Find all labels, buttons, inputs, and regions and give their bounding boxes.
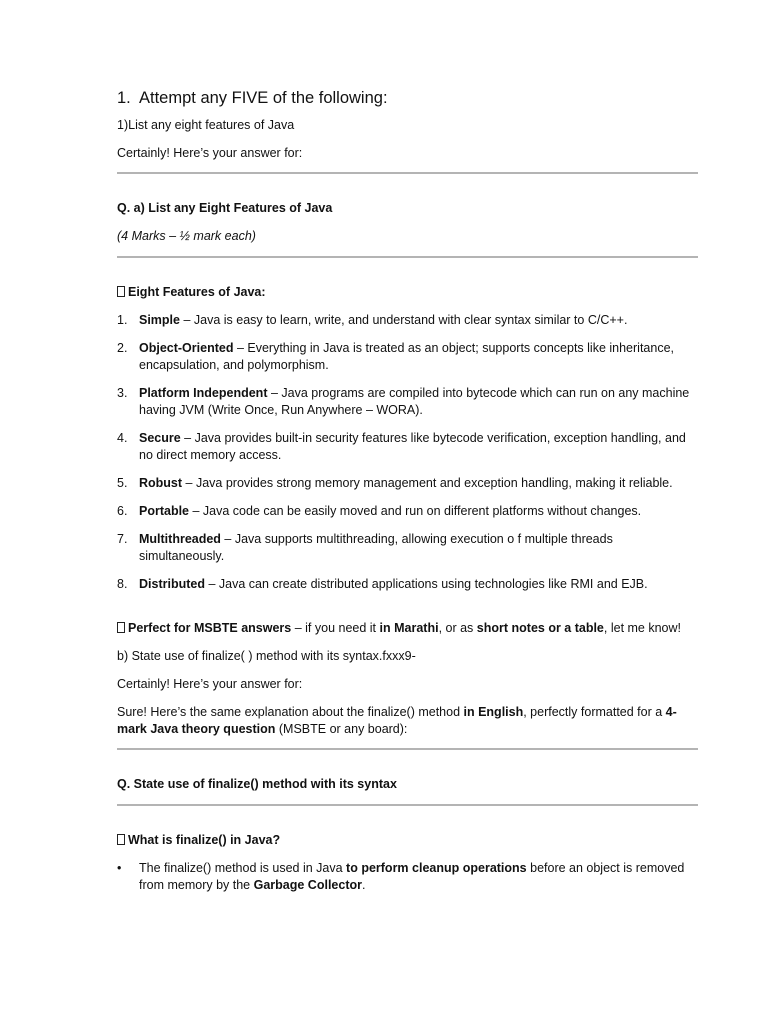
question-1-title: 1)List any eight features of Java <box>117 118 295 132</box>
what-heading-text: What is finalize() in Java? <box>128 833 281 847</box>
feature-description: – Java can create distributed applications using technologies like RMI and EJB. <box>204 577 648 591</box>
question-finalize-title: Q. State use of finalize() method with its syntax <box>117 777 397 791</box>
bullet-icon <box>117 860 139 894</box>
divider-4 <box>117 804 698 806</box>
feature-text <box>139 503 698 520</box>
msbte-bold-3: short notes or a table <box>476 621 604 635</box>
feature-text <box>139 475 698 492</box>
marks-note: (4 Marks – ½ mark each) <box>117 229 256 243</box>
feature-term: Portable <box>139 504 190 518</box>
question-a-title: Q. a) List any Eight Features of Java <box>117 201 333 215</box>
feature-text <box>139 576 698 593</box>
finalize-bullets <box>117 860 698 894</box>
pin-icon <box>117 834 125 845</box>
bullet-text-2: before an object is removed from memory by the <box>139 861 685 892</box>
feature-text <box>139 312 698 329</box>
document-content <box>117 88 698 894</box>
feature-item <box>117 340 698 374</box>
intro-text-2: Certainly! Here’s your answer for: <box>117 677 303 691</box>
sure-text-1: Sure! Here’s the same explanation about the finalize() method <box>117 705 464 719</box>
feature-number: 6. <box>117 504 128 518</box>
feature-number: 1. <box>117 313 128 327</box>
feature-number: 8. <box>117 577 128 591</box>
sure-text-2: , perfectly formatted for a <box>523 705 666 719</box>
feature-description: – Java provides built-in security features like bytecode verification, exception handling, and no direct memory access. <box>139 431 686 462</box>
feature-text <box>139 531 698 565</box>
feature-item <box>117 531 698 565</box>
feature-item <box>117 385 698 419</box>
what-heading <box>117 832 698 849</box>
msbte-note <box>117 620 698 637</box>
feature-text <box>139 430 698 464</box>
feature-number: 7. <box>117 532 128 546</box>
feature-item <box>117 475 698 492</box>
sure-bold-2: 4-mark Java theory question <box>117 705 677 736</box>
bullet-bold-1: to perform cleanup operations <box>346 861 527 875</box>
msbte-text-1: – if you need it <box>291 621 380 635</box>
sure-bold-1: in English <box>463 705 524 719</box>
pin-icon <box>117 286 125 297</box>
divider-1 <box>117 172 698 174</box>
feature-number: 4. <box>117 431 128 445</box>
section-heading <box>117 88 698 108</box>
sure-text-3: (MSBTE or any board): <box>275 722 408 736</box>
feature-description: – Everything in Java is treated as an object; supports concepts like inheritance, encapsulation, and polymorphism. <box>139 341 674 372</box>
features-heading <box>117 284 698 301</box>
feature-term: Multithreaded <box>139 532 221 546</box>
msbte-text-3: , let me know! <box>603 621 682 635</box>
feature-number: 3. <box>117 386 128 400</box>
question-b-title: b) State use of finalize( ) method with its syntax.fxxx9- <box>117 649 416 663</box>
feature-description: – Java programs are compiled into bytecode which can run on any machine having JVM (Write Once, Run Anywhere – WORA). <box>139 386 690 417</box>
feature-description: – Java is easy to learn, write, and understand with clear syntax similar to C/C++. <box>180 313 628 327</box>
feature-description: – Java provides strong memory management and exception handling, making it reliable. <box>182 476 673 490</box>
feature-description: – Java code can be easily moved and run on different platforms without changes. <box>189 504 642 518</box>
bullet-text <box>139 860 698 894</box>
feature-number: 5. <box>117 476 128 490</box>
list-item <box>117 860 698 894</box>
check-icon <box>117 622 125 633</box>
feature-item <box>117 503 698 520</box>
msbte-text-2: , or as <box>438 621 477 635</box>
bullet-text-3: . <box>362 878 366 892</box>
feature-term: Simple <box>139 313 180 327</box>
features-list <box>117 312 698 593</box>
divider-2 <box>117 256 698 258</box>
sure-paragraph <box>117 704 698 738</box>
feature-text <box>139 385 698 419</box>
feature-term: Platform Independent <box>139 386 268 400</box>
feature-item <box>117 430 698 464</box>
feature-item <box>117 576 698 593</box>
feature-term: Object-Oriented <box>139 341 234 355</box>
feature-term: Distributed <box>139 577 205 591</box>
feature-text <box>139 340 698 374</box>
bullet-bold-2: Garbage Collector <box>253 878 362 892</box>
feature-item <box>117 312 698 329</box>
feature-number: 2. <box>117 341 128 355</box>
msbte-bold-2: in Marathi <box>379 621 439 635</box>
msbte-bold-1: Perfect for MSBTE answers <box>128 621 292 635</box>
divider-3 <box>117 748 698 750</box>
feature-description: – Java supports multithreading, allowing execution o f multiple threads simultaneously. <box>139 532 613 563</box>
intro-text-1: Certainly! Here’s your answer for: <box>117 146 303 160</box>
bullet-text-1: The finalize() method is used in Java <box>139 861 347 875</box>
feature-term: Secure <box>139 431 181 445</box>
section-title: Attempt any FIVE of the following: <box>139 89 388 107</box>
section-number: 1. <box>117 89 131 107</box>
features-heading-text: Eight Features of Java: <box>128 285 266 299</box>
feature-term: Robust <box>139 476 183 490</box>
